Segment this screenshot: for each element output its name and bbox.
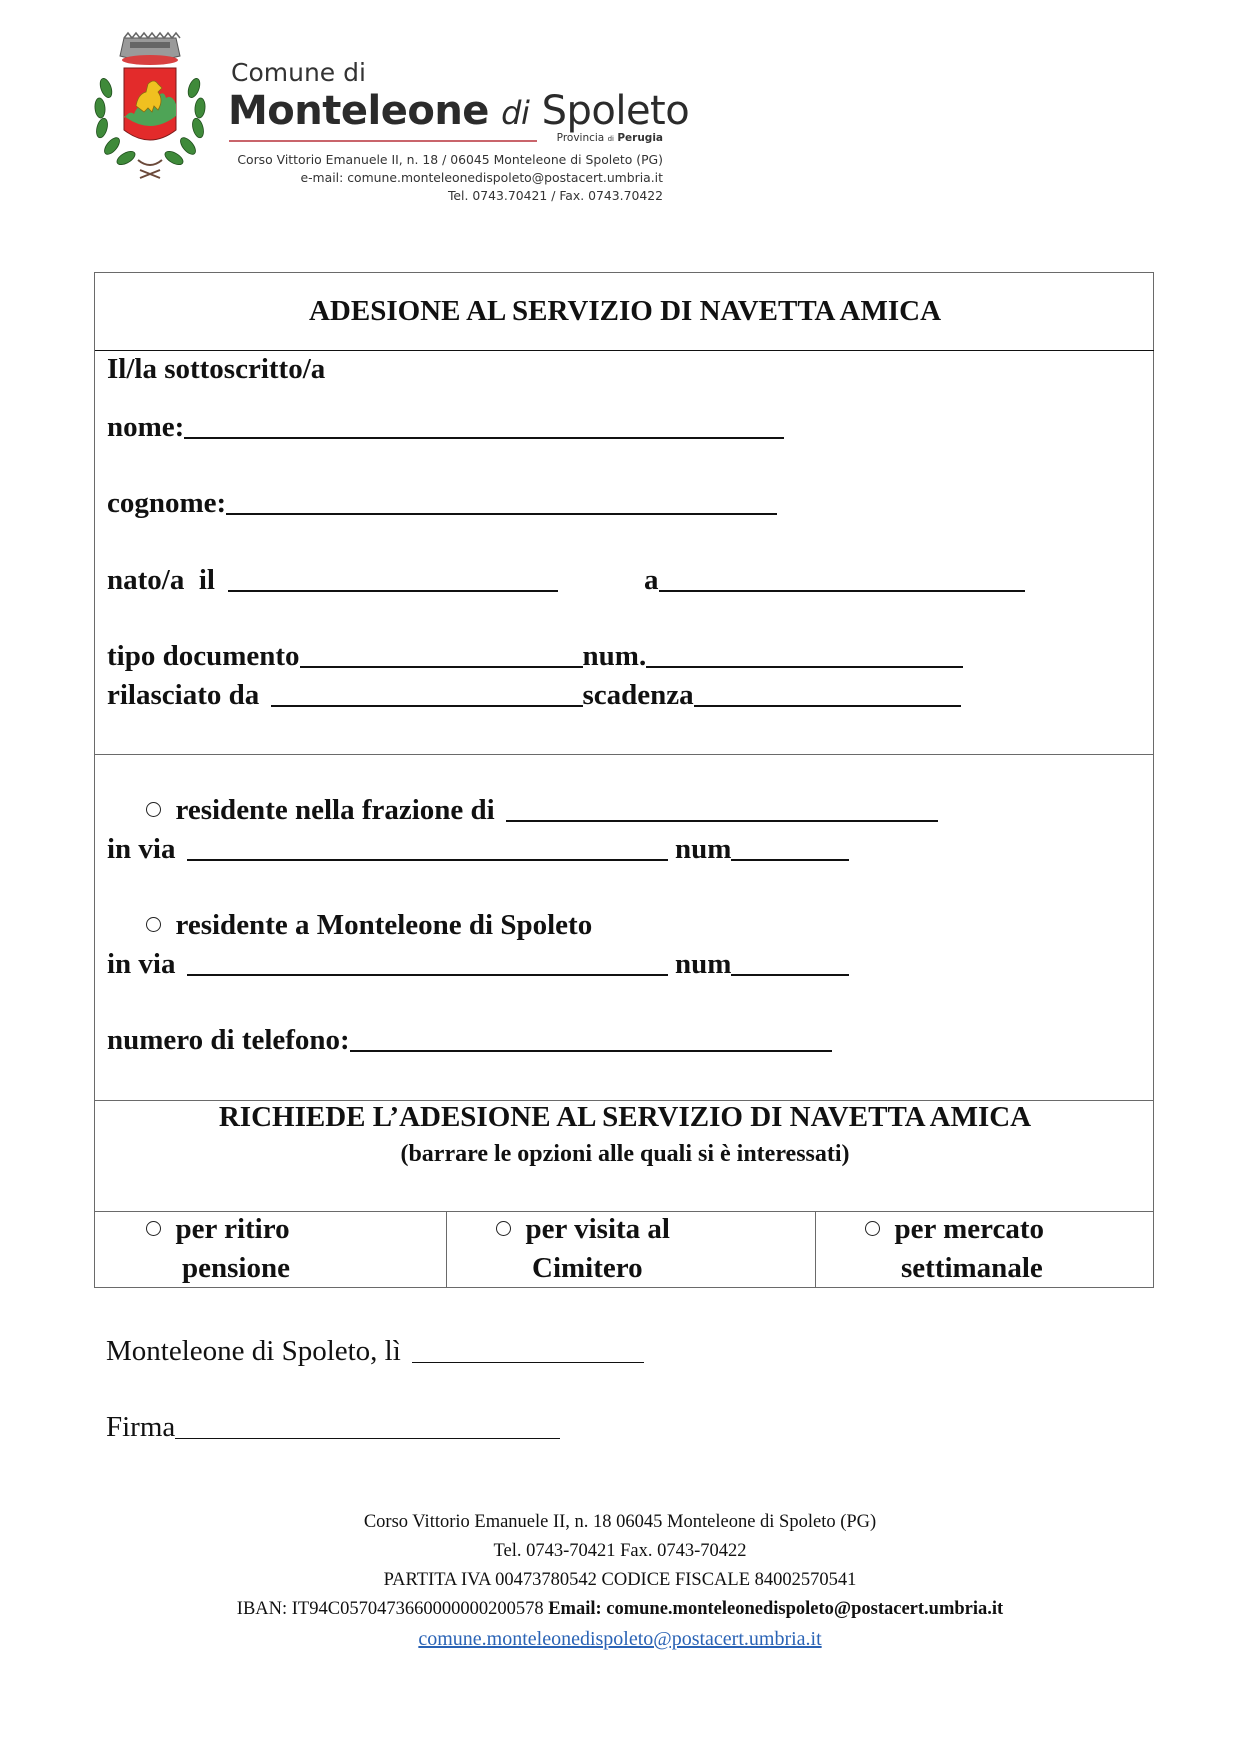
tipo-documento-label: tipo documento [107, 640, 300, 672]
option-label: per ritiro [175, 1213, 290, 1245]
radio-visita-cimitero[interactable] [496, 1221, 511, 1236]
radio-mercato-settimanale[interactable] [865, 1221, 880, 1236]
radio-ritiro-pensione[interactable] [146, 1221, 161, 1236]
via-monteleone-row [107, 950, 849, 979]
header-comune-label: Comune di [231, 58, 366, 87]
header-name-bold: Monteleone [228, 88, 489, 134]
radio-monteleone[interactable] [146, 917, 161, 932]
firma-field[interactable] [175, 1438, 560, 1439]
cognome-row [107, 489, 777, 518]
rilascio-row [107, 681, 961, 710]
nome-label: nome: [107, 411, 185, 443]
luogo-nascita-field[interactable] [659, 590, 1025, 592]
place-date-row [106, 1337, 644, 1366]
footer-email-link[interactable]: comune.monteleonedispoleto@postacert.umbria.it [418, 1628, 822, 1650]
coat-of-arms-icon [90, 30, 210, 182]
nome-field[interactable] [184, 437, 784, 439]
footer-tax: PARTITA IVA 00473780542 CODICE FISCALE 84002570541 [383, 1570, 857, 1590]
header-name-rest: Spoleto [541, 88, 690, 134]
form-title: ADESIONE AL SERVIZIO DI NAVETTA AMICA [308, 295, 942, 327]
option-label: per mercato [894, 1213, 1045, 1245]
intro-label: Il/la sottoscritto/a [107, 353, 326, 385]
request-subtitle: (barrare le opzioni alle quali si è interessati) [400, 1141, 850, 1167]
data-nascita-field[interactable] [228, 590, 558, 592]
firma-row [106, 1413, 560, 1442]
nato-a-label: a [644, 564, 659, 596]
radio-frazione[interactable] [146, 802, 161, 817]
num-documento-label: num. [582, 640, 647, 672]
footer-address: Corso Vittorio Emanuele II, n. 18 06045 Monteleone di Spoleto (PG) [363, 1512, 877, 1532]
residenza-frazione-row [146, 796, 938, 825]
tipo-documento-field[interactable] [300, 666, 583, 668]
footer-iban-email [0, 1600, 1240, 1619]
options-col-divider-1 [446, 1211, 447, 1288]
via-frazione-field[interactable] [187, 859, 668, 861]
footer-iban: IBAN: IT94C0570473660000000200578 [236, 1599, 544, 1619]
footer-phone: Tel. 0743-70421 Fax. 0743-70422 [493, 1541, 747, 1561]
provincia-prefix: Provincia [556, 132, 605, 144]
frazione-label: residente nella frazione di [175, 794, 495, 826]
scadenza-label: scadenza [582, 679, 694, 711]
scadenza-field[interactable] [694, 705, 961, 707]
num-civico-monteleone-field[interactable] [731, 974, 849, 976]
divider-options [95, 1211, 1154, 1212]
via-frazione-row [107, 835, 849, 864]
header-name-di: di [501, 94, 530, 132]
divider-title [95, 350, 1154, 351]
option-cimitero-line1 [496, 1215, 670, 1244]
rilasciato-da-field[interactable] [271, 705, 583, 707]
luogo-row [644, 566, 1025, 595]
place-date-label: Monteleone di Spoleto, lì [106, 1335, 401, 1367]
option-label-line2: Cimitero [532, 1252, 643, 1284]
nato-il-label: nato/a il [107, 564, 215, 596]
frazione-field[interactable] [506, 820, 938, 822]
options-col-divider-2 [815, 1211, 816, 1288]
num-documento-field[interactable] [646, 666, 963, 668]
provincia-di: di [607, 135, 614, 143]
footer-email: Email: comune.monteleonedispoleto@postacert.umbria.it [548, 1599, 1004, 1619]
option-label-line2: settimanale [901, 1252, 1043, 1284]
cognome-label: cognome: [107, 487, 227, 519]
cognome-field[interactable] [226, 513, 777, 515]
nome-row [107, 413, 784, 442]
header-address: Corso Vittorio Emanuele II, n. 18 / 06045 Monteleone di Spoleto (PG) [237, 152, 663, 167]
telefono-field[interactable] [350, 1050, 832, 1052]
option-mercato-line1 [865, 1215, 1044, 1244]
header-rule [229, 140, 537, 142]
date-field[interactable] [412, 1362, 644, 1363]
in-via-label: in via [107, 833, 176, 865]
nato-row [107, 566, 558, 595]
monteleone-label: residente a Monteleone di Spoleto [175, 909, 593, 941]
residenza-monteleone-row [146, 911, 592, 940]
num-civico-frazione-field[interactable] [731, 859, 849, 861]
option-label: per visita al [525, 1213, 670, 1245]
header-email: e-mail: comune.monteleonedispoleto@postacert.umbria.it [300, 170, 663, 185]
header-municipality-name [228, 88, 689, 134]
option-ritiro-line1 [146, 1215, 290, 1244]
telefono-row [107, 1026, 832, 1055]
header-phone: Tel. 0743.70421 / Fax. 0743.70422 [447, 188, 663, 203]
rilasciato-da-label: rilasciato da [107, 679, 260, 711]
via-monteleone-field[interactable] [187, 974, 668, 976]
documento-row [107, 642, 963, 671]
firma-label: Firma [106, 1411, 176, 1443]
in-via-label: in via [107, 948, 176, 980]
request-title: RICHIEDE L’ADESIONE AL SERVIZIO DI NAVETTA AMICA [218, 1101, 1032, 1133]
option-label-line2: pensione [182, 1252, 290, 1284]
provincia-name: Perugia [617, 132, 663, 144]
footer-link-row [0, 1629, 1240, 1649]
divider-residence [95, 754, 1154, 755]
num-civico-label: num [675, 948, 732, 980]
header-provincia [557, 132, 663, 144]
telefono-label: numero di telefono: [107, 1024, 350, 1056]
num-civico-label: num [675, 833, 732, 865]
